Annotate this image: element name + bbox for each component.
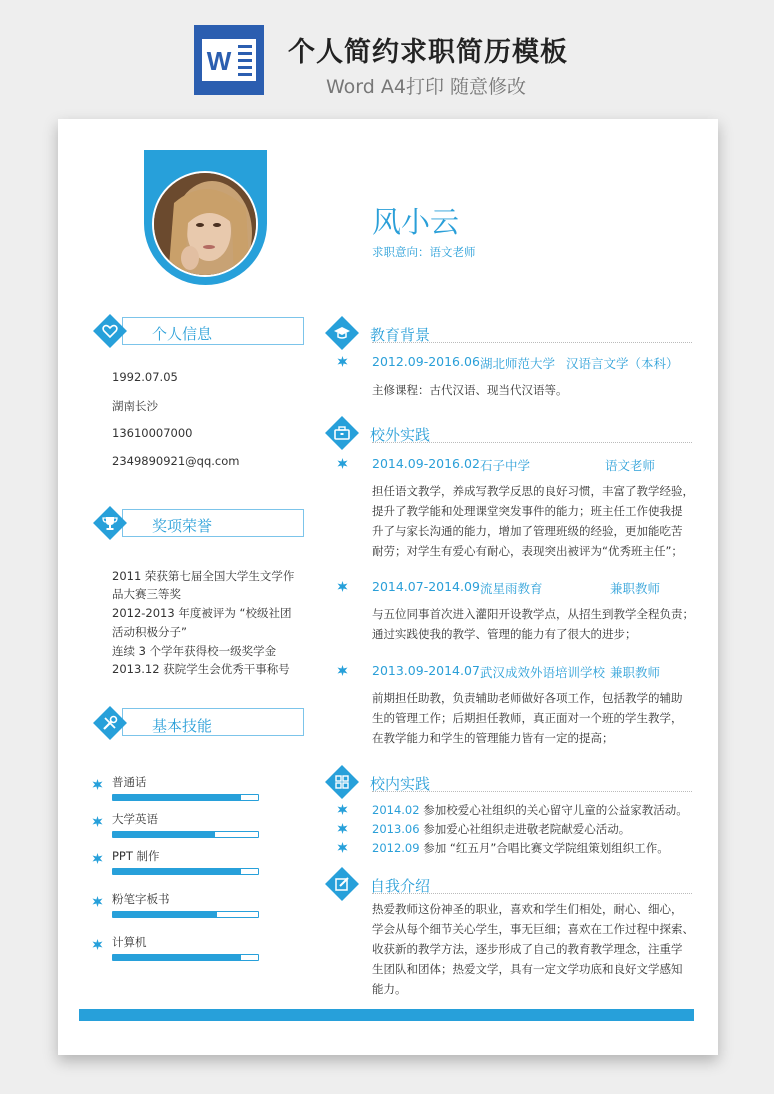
self-intro-divider [372,893,692,894]
skill-name: PPT 制作 [112,849,160,863]
awards-title: 奖项荣誉 [152,517,213,535]
practice-role: 兼职教师 [610,665,661,680]
campus-entry: 2012.09 参加 “红五月”合唱比赛文学院组策划组织工作。 [372,841,669,855]
skill-level-fill [113,955,241,960]
tools-icon [101,714,119,732]
practice-org: 石子中学 [480,458,531,473]
campus-entry: 2013.06 参加爱心社组织走进敬老院献爱心活动。 [372,822,631,836]
candidate-name: 风小云 [372,205,460,239]
bullet-icon [337,665,348,676]
trophy-icon [101,514,119,532]
skill-level-bar [112,954,259,961]
education-major: 汉语言文学（本科） [566,356,679,371]
phone: 13610007000 [112,426,193,440]
skill-name: 计算机 [112,935,147,949]
skill-level-fill [113,795,241,800]
bullet-icon [92,935,103,946]
award-line: 品大赛三等奖 [112,587,181,601]
bullet-icon [92,775,103,786]
personal-info-header [122,317,304,345]
bullet-icon [337,804,348,815]
page-subtitle: Word A4打印 随意修改 [326,76,527,98]
skill-name: 粉笔字板书 [112,892,170,906]
award-line: 2013.12 获院学生会优秀干事称号 [112,662,290,676]
education-title: 教育背景 [370,326,431,344]
bullet-icon [92,812,103,823]
external-practice-divider [372,442,692,443]
external-practice-title: 校外实践 [370,426,431,444]
grid-icon [333,773,351,791]
bullet-icon [92,892,103,903]
bullet-icon [337,458,348,469]
campus-practice-title: 校内实践 [370,775,431,793]
footer-bar [79,1009,694,1021]
word-logo [194,25,264,95]
self-intro-title: 自我介绍 [370,877,431,895]
education-date: 2012.09-2016.06 [372,354,480,369]
birth-date: 1992.07.05 [112,370,178,384]
education-courses: 主修课程：古代汉语、现当代汉语等。 [372,383,568,397]
campus-practice-divider [372,791,692,792]
award-line: 连续 3 个学年获得校一级奖学金 [112,644,277,658]
skill-level-bar [112,868,259,875]
job-intent: 求职意向：语文老师 [372,245,476,259]
practice-description: 与五位同事首次进入灌阳开设教学点，从招生到教学全程负责； 通过实践使我的教学、管理的能力有了很大的进步； [372,607,694,641]
practice-role: 兼职教师 [610,581,661,596]
graduation-cap-icon [333,324,351,342]
practice-date: 2013.09-2014.07 [372,663,480,678]
page-title: 个人简约求职简历模板 [288,37,568,68]
skill-name: 大学英语 [112,812,158,826]
bullet-icon [92,849,103,860]
heart-icon [101,322,119,340]
avatar [152,171,258,277]
bullet-icon [337,842,348,853]
skills-header [122,708,304,736]
skill-level-bar [112,831,259,838]
award-line: 2011 荣获第七届全国大学生文学作 [112,569,295,583]
education-divider [372,342,692,343]
bullet-icon [337,823,348,834]
campus-entry: 2014.02 参加校爱心社组织的关心留守儿童的公益家教活动。 [372,803,688,817]
skill-level-fill [113,869,241,874]
edit-icon [333,875,351,893]
skill-level-bar [112,911,259,918]
personal-info-title: 个人信息 [152,325,213,343]
practice-org: 流星雨教育 [480,581,543,596]
email: 2349890921@qq.com [112,454,240,468]
bullet-icon [337,581,348,592]
self-intro-text: 热爱教师这份神圣的职业，喜欢和学生们相处，耐心、细心， 学会从每个细节关心学生，事无巨细；喜欢在工作过程中探索、 收获新的教学方法，逐步形成了自己的教育教学理念，注重学 生团队和团体；热爱文学，具有一定文学功底和良好文学感知 能力。 [372,902,694,996]
awards-header [122,509,304,537]
skills-title: 基本技能 [152,717,213,735]
skill-level-fill [113,912,217,917]
location: 湖南长沙 [112,399,158,413]
briefcase-icon [333,424,351,442]
practice-description: 前期担任助教，负责辅助老师做好各项工作，包括教学的辅助 生的管理工作；后期担任教师，真正面对一个班的学生教学， 在教学能力和学生的管理能力皆有一定的提高； [372,691,683,745]
practice-date: 2014.07-2014.09 [372,579,480,594]
skill-level-bar [112,794,259,801]
practice-date: 2014.09-2016.02 [372,456,480,471]
award-line: 活动积极分子” [112,625,187,639]
practice-role: 语文老师 [605,458,656,473]
practice-org: 武汉成效外语培训学校 [480,665,606,680]
skill-level-fill [113,832,215,837]
bullet-icon [337,356,348,367]
award-line: 2012-2013 年度被评为 “校级社团 [112,606,292,620]
education-school: 湖北师范大学 [480,356,556,371]
practice-description: 担任语文教学，养成写教学反思的良好习惯，丰富了教学经验， 提升了教学能和处理课堂突发事件的能力；班主任工作使我提 升了与家长沟通的能力，增加了管理班级的经验，更加能吃苦 耐劳；对学生有爱心有耐心，表现突出被评为“优秀班主任”； [372,484,694,558]
skill-name: 普通话 [112,775,147,789]
word-logo-letter: W [206,46,232,76]
